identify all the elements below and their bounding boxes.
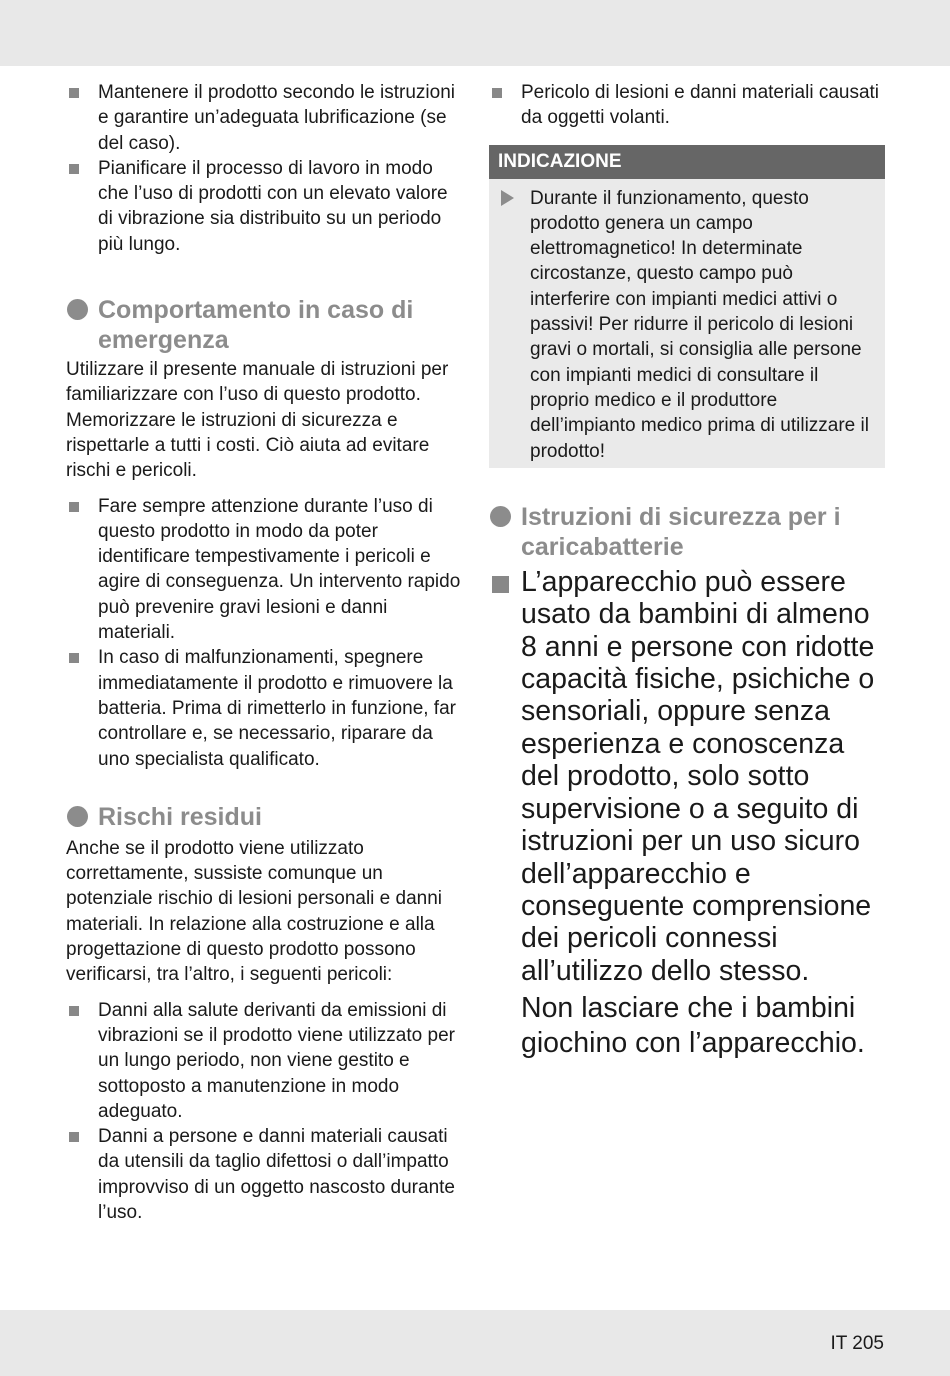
emergency-bullets [66, 494, 461, 772]
page-number: IT 205 [830, 1333, 884, 1354]
arrow-right-icon [501, 190, 514, 206]
header-band [0, 0, 950, 66]
section-heading-chargers: Istruzioni di sicurezza per i caricabatterie [489, 502, 885, 562]
square-bullet-icon [492, 576, 509, 593]
note-body: Durante il funzionamento, questo prodotto genera un campo elettromagnetico! In determinate circostanze, questo campo può interferire con impianti medici attivi o passivi! Per ridurre il pericolo di lesioni gravi o mortali, si consiglia alle persone con impianti medici di consultare il proprio medico e il produttore dell’impianto medico prima di utilizzare il prodotto! [489, 179, 885, 468]
note-box [489, 145, 885, 468]
list-item: Danni a persone e danni materiali causati da utensili da taglio difettosi o dall’impatto improvviso di un oggetto nascosto durante l’uso. [66, 1124, 461, 1225]
maintenance-bullets [66, 80, 461, 257]
list-item: In caso di malfunzionamenti, spegnere immediatamente il prodotto e rimuovere la batteria. Prima di rimetterlo in funzione, far controllare e, se necessario, riparare da uno specialista qualificato. [66, 645, 461, 771]
square-bullet-icon [69, 1006, 79, 1016]
charger-warning [489, 566, 885, 1060]
emergency-paragraph: Utilizzare il presente manuale di istruzioni per familiarizzare con l’uso di questo prodotto. Memorizzare le istruzioni di sicurezza e rispettarle a tutti i costi. Ciò aiuta ad evitare rischi e pericoli. [66, 359, 449, 482]
section-heading-residual-risks: Rischi residui [66, 802, 461, 832]
list-item: Mantenere il prodotto secondo le istruzioni e garantire un’adeguata lubrificazione (se del caso). [66, 80, 461, 156]
list-item: Pianificare il processo di lavoro in modo che l’uso di prodotti con un elevato valore di vibrazione sia distribuito su un periodo più lungo. [66, 156, 461, 257]
square-bullet-icon [69, 88, 79, 98]
section-heading-emergency: Comportamento in caso di emergenza [66, 295, 461, 355]
residual-risks-bullets [66, 998, 461, 1226]
footer-band [0, 1310, 950, 1376]
note-title: INDICAZIONE [489, 145, 885, 179]
square-bullet-icon [69, 502, 79, 512]
flying-objects-bullets [489, 80, 885, 131]
charger-warning-text: L’apparecchio può essere usato da bambini di almeno 8 anni e persone con ridotte capacità fisiche, psichiche o sensoriali, oppure senza esperienza e conoscenza del prodotto, solo sotto supervisione o a seguito di istruzioni per un uso sicuro dell’apparecchio e conseguente comprensione dei pericoli connessi all’utilizzo dello stesso. [521, 565, 875, 987]
list-item: Pericolo di lesioni e danni materiali causati da oggetti volanti. [489, 80, 885, 131]
left-column [66, 80, 461, 1225]
circle-bullet-icon [490, 506, 511, 527]
circle-bullet-icon [67, 806, 88, 827]
list-item: Fare sempre attenzione durante l’uso di questo prodotto in modo da poter identificare tempestivamente i pericoli e agire di conseguenza. Un intervento rapido può prevenire gravi lesioni e danni materiali. [66, 494, 461, 646]
square-bullet-icon [69, 1132, 79, 1142]
right-column [489, 80, 885, 1060]
circle-bullet-icon [67, 299, 88, 320]
residual-risks-paragraph: Anche se il prodotto viene utilizzato correttamente, sussiste comunque un potenziale rischio di lesioni personali e danni materiali. In relazione alla costruzione e alla progettazione di questo prodotto possono verificarsi, tra l’altro, i seguenti pericoli: [66, 837, 443, 986]
square-bullet-icon [69, 164, 79, 174]
list-item: Danni alla salute derivanti da emissioni di vibrazioni se il prodotto viene utilizzato per un lungo periodo, non viene gestito e sottoposto a manutenzione in modo adeguato. [66, 998, 461, 1124]
charger-warning-children: Non lasciare che i bambini giochino con l’apparecchio. [521, 992, 865, 1059]
square-bullet-icon [492, 88, 502, 98]
square-bullet-icon [69, 653, 79, 663]
